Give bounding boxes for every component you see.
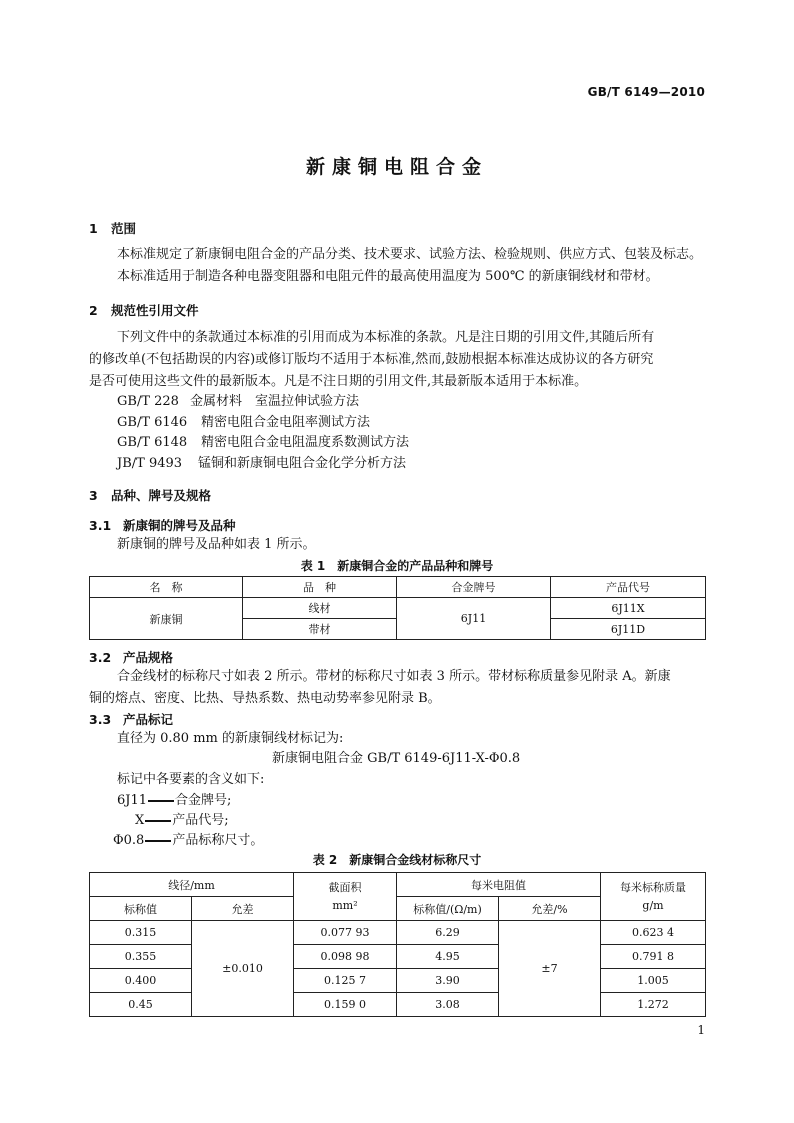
paragraph-line: 是否可使用这些文件的最新版本。凡是不注日期的引用文件,其最新版本适用于本标准。 (89, 374, 588, 389)
mass-cell: 1.272 (601, 993, 706, 1017)
dash-line (145, 840, 171, 842)
reference-title: 锰铜和新康铜电阻合金化学分析方法 (198, 456, 407, 471)
table-header-row (90, 873, 706, 897)
marking-meaning: 产品代号; (172, 813, 229, 828)
section-1-heading (89, 219, 136, 237)
table-1 (89, 576, 706, 640)
subsection-3-1-heading (89, 516, 236, 534)
table-header-row (90, 577, 706, 598)
reference-item (117, 433, 409, 453)
document-title: 新康铜电阻合金 (305, 156, 488, 178)
header-cell: 标称值 (90, 897, 192, 921)
paragraph-line: 合金线材的标称尺寸如表 2 所示。带材的标称尺寸如表 3 所示。带材标称质量参见附录 A。新康 (117, 669, 671, 684)
header-cell (294, 873, 397, 921)
paragraph-line: 铜的熔点、密度、比热、导热系数、热电动势率参见附录 B。 (89, 691, 441, 706)
dash-line (148, 800, 174, 802)
code-cell: 6J11X (551, 598, 706, 619)
marking-meaning: 合金牌号; (175, 793, 232, 808)
variety-cell: 带材 (243, 619, 397, 640)
area-cell: 0.125 7 (294, 969, 397, 993)
header-cell: 品 种 (243, 577, 397, 598)
header-cell: 产品代号 (551, 577, 706, 598)
marking-symbol: 6J11 (117, 793, 148, 808)
section-number: 1 (89, 221, 98, 236)
subsection-3-2-heading (89, 648, 173, 666)
subsection-3-3-heading (89, 710, 173, 728)
paragraph: 新康铜的牌号及品种如表 1 所示。 (117, 537, 316, 552)
reference-item (117, 413, 370, 433)
section-title: 范围 (111, 221, 137, 236)
mass-cell: 0.623 4 (601, 921, 706, 945)
header-text: 截面积 (328, 880, 362, 894)
grade-cell: 6J11 (397, 598, 551, 640)
marking-item (117, 791, 231, 811)
page-number: 1 (697, 1023, 705, 1037)
reference-title: 精密电阻合金电阻温度系数测试方法 (201, 435, 410, 450)
diameter-cell: 0.45 (90, 993, 192, 1017)
dash-line (145, 820, 171, 822)
header-cell: 允差 (192, 897, 294, 921)
standard-number: GB/T 6149—2010 (587, 85, 705, 99)
marking-meaning: 产品标称尺寸。 (172, 833, 264, 848)
diameter-cell: 0.400 (90, 969, 192, 993)
code-cell: 6J11D (551, 619, 706, 640)
subsection-title: 产品标记 (123, 712, 174, 727)
subsection-number: 3.1 (89, 518, 112, 533)
header-unit: g/m (642, 898, 664, 912)
table-row (90, 993, 706, 1017)
paragraph: 本标准适用于制造各种电器变阻器和电阻元件的最高使用温度为 500℃ 的新康铜线材和带材。 (117, 269, 659, 284)
header-cell: 标称值/(Ω/m) (397, 897, 499, 921)
header-text: 每米标称质量 (620, 880, 687, 894)
reference-title: 精密电阻合金电阻率测试方法 (201, 415, 371, 430)
marking-symbol: Φ0.8 (113, 833, 145, 848)
header-cell: 线径/mm (90, 873, 294, 897)
paragraph: 本标准规定了新康铜电阻合金的产品分类、技术要求、试验方法、检验规则、供应方式、包装及标志。 (117, 247, 703, 262)
reference-code: JB/T 9493 (117, 456, 183, 471)
section-number: 2 (89, 303, 98, 318)
paragraph-line: 的修改单(不包括勘误的内容)或修订版均不适用于本标准,然而,鼓励根据本标准达成协议的各方研究 (89, 352, 654, 367)
area-cell: 0.159 0 (294, 993, 397, 1017)
resistance-cell: 3.08 (397, 993, 499, 1017)
paragraph: 标记中各要素的含义如下: (117, 772, 265, 787)
variety-cell: 线材 (243, 598, 397, 619)
diameter-cell: 0.315 (90, 921, 192, 945)
section-3-heading (89, 486, 211, 504)
area-cell: 0.098 98 (294, 945, 397, 969)
table-row (90, 945, 706, 969)
section-title: 品种、牌号及规格 (111, 488, 212, 503)
subsection-number: 3.2 (89, 650, 112, 665)
resistance-cell: 4.95 (397, 945, 499, 969)
header-cell: 名 称 (90, 577, 243, 598)
paragraph: 直径为 0.80 mm 的新康铜线材标记为: (117, 731, 344, 746)
reference-code: GB/T 6148 (117, 435, 188, 450)
section-2-heading (89, 301, 199, 319)
table-row (90, 921, 706, 945)
header-cell: 每米电阻值 (397, 873, 601, 897)
subsection-title: 产品规格 (123, 650, 174, 665)
marking-item (135, 811, 229, 831)
subsection-number: 3.3 (89, 712, 112, 727)
resistance-cell: 3.90 (397, 969, 499, 993)
diameter-tolerance-cell: ±0.010 (192, 921, 294, 1017)
product-marking: 新康铜电阻合金 GB/T 6149-6J11-X-Φ0.8 (272, 751, 521, 766)
table-2-caption: 表 2 新康铜合金线材标称尺寸 (312, 853, 482, 867)
mass-cell: 0.791 8 (601, 945, 706, 969)
table-2 (89, 872, 706, 1017)
table-1-caption: 表 1 新康铜合金的产品品种和牌号 (300, 559, 494, 573)
mass-cell: 1.005 (601, 969, 706, 993)
header-cell (601, 873, 706, 921)
reference-code: GB/T 228 (117, 394, 179, 409)
section-title: 规范性引用文件 (111, 303, 199, 318)
resistance-tolerance-cell: ±7 (499, 921, 601, 1017)
diameter-cell: 0.355 (90, 945, 192, 969)
header-unit: mm² (332, 898, 358, 912)
reference-title: 金属材料 室温拉伸试验方法 (190, 394, 360, 409)
table-row (90, 969, 706, 993)
paragraph-line: 下列文件中的条款通过本标准的引用而成为本标准的条款。凡是注日期的引用文件,其随后所有 (117, 330, 655, 345)
reference-item (117, 392, 359, 412)
name-cell: 新康铜 (90, 598, 243, 640)
reference-item (117, 454, 406, 474)
reference-code: GB/T 6146 (117, 415, 188, 430)
marking-item (113, 831, 263, 851)
subsection-title: 新康铜的牌号及品种 (123, 518, 236, 533)
marking-symbol: X (135, 813, 145, 828)
resistance-cell: 6.29 (397, 921, 499, 945)
section-number: 3 (89, 488, 98, 503)
header-cell: 允差/% (499, 897, 601, 921)
area-cell: 0.077 93 (294, 921, 397, 945)
header-cell: 合金牌号 (397, 577, 551, 598)
table-row (90, 598, 706, 619)
